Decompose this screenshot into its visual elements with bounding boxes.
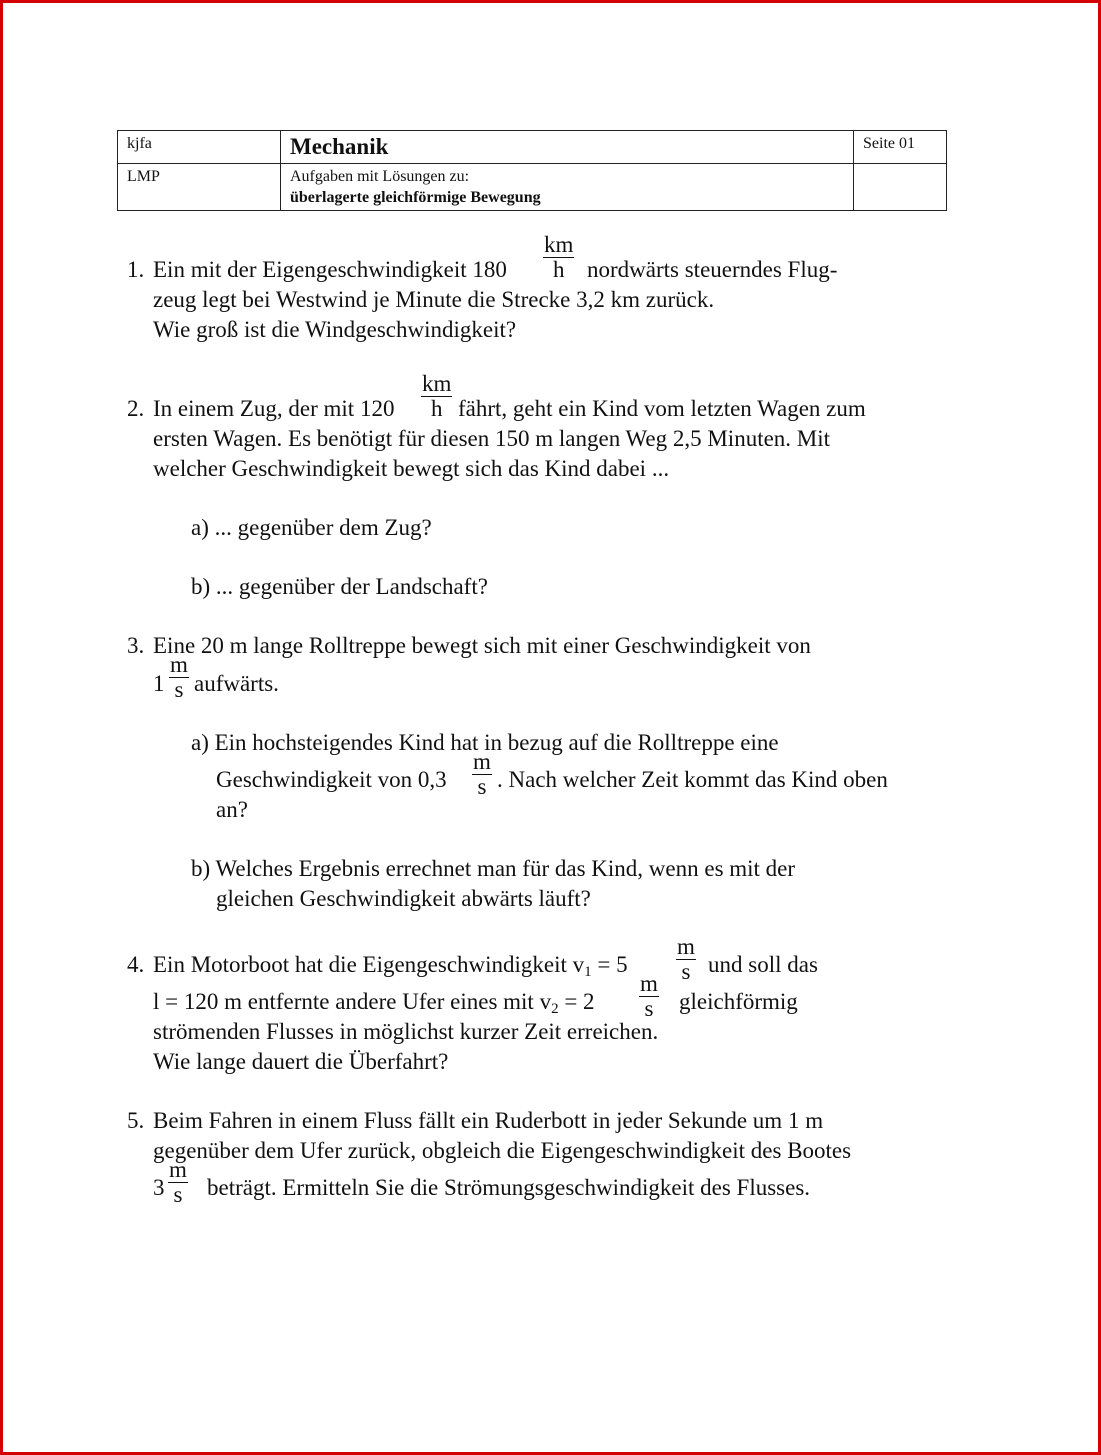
fraction-denominator: s <box>644 996 654 1021</box>
task-4-line-1 <box>153 950 628 987</box>
task-3-part-b-line-2: gleichen Geschwindigkeit abwärts läuft? <box>216 886 591 911</box>
task-1-line-1a: Ein mit der Eigengeschwindigkeit 180 <box>153 257 507 282</box>
fraction-denominator: h <box>430 396 443 421</box>
fraction-numerator: m <box>677 934 695 959</box>
task-3-part-a-line-2a: Geschwindigkeit von 0,3 <box>216 767 447 792</box>
fraction-denominator: s <box>681 959 691 984</box>
task-2-number: 2. <box>127 396 145 421</box>
fraction-numerator: m <box>473 749 491 774</box>
task-2-unit-fraction <box>421 372 452 421</box>
task-3-number: 3. <box>127 633 145 658</box>
task-2-line-3: welcher Geschwindigkeit bewegt sich das Kind dabei ... <box>153 456 670 481</box>
task-3-unit-fraction <box>169 653 189 702</box>
header-table <box>117 130 947 211</box>
task-4-line-1a: Ein Motorboot hat die Eigengeschwindigkeit v <box>153 952 585 977</box>
task-3-part-a-line-1: a) Ein hochsteigendes Kind hat in bezug auf die Rolltreppe eine <box>191 730 779 755</box>
task-1-line-3: Wie groß ist die Windgeschwindigkeit? <box>153 317 517 342</box>
fraction-numerator: m <box>170 652 188 677</box>
subscript-1: 1 <box>584 964 592 980</box>
task-3-part-b-line-1: b) Welches Ergebnis errechnet man für das Kind, wenn es mit der <box>191 856 796 881</box>
task-4-unit-fraction-2 <box>639 972 659 1021</box>
header-code: kjfa <box>118 131 281 164</box>
task-5-number: 5. <box>127 1108 145 1133</box>
header-course: LMP <box>118 164 281 211</box>
task-3-line-2a: 1 <box>153 671 165 696</box>
task-3a-unit-fraction <box>472 750 492 799</box>
task-3-part-a-line-3: an? <box>216 797 248 822</box>
task-1-line-2: zeug legt bei Westwind je Minute die Strecke 3,2 km zurück. <box>153 287 715 312</box>
task-4-unit-fraction-1 <box>676 935 696 984</box>
task-4-line-3: strömenden Flusses in möglichst kurzer Zeit erreichen. <box>153 1019 659 1044</box>
task-4-line-2b: = 2 <box>558 989 595 1014</box>
task-1-line-1b: nordwärts steuerndes Flug- <box>587 257 838 282</box>
task-5-line-3a: 3 <box>153 1175 165 1200</box>
fraction-numerator: m <box>169 1157 187 1182</box>
task-5-line-3b: beträgt. Ermitteln Sie die Strömungsgeschwindigkeit des Flusses. <box>207 1175 811 1200</box>
task-3-part-a-line-2b: . Nach welcher Zeit kommt das Kind oben <box>497 767 888 792</box>
task-1-unit-fraction <box>543 233 574 282</box>
header-subtitle <box>281 164 854 211</box>
page-title: Mechanik <box>281 131 854 164</box>
task-5-line-1: Beim Fahren in einem Fluss fällt ein Ruderbott in jeder Sekunde um 1 m <box>153 1108 824 1133</box>
task-2-part-a: a) ... gegenüber dem Zug? <box>191 515 432 540</box>
task-2-line-1a: In einem Zug, der mit 120 <box>153 396 395 421</box>
subtitle-line-1: Aufgaben mit Lösungen zu: <box>290 168 470 185</box>
fraction-numerator: km <box>422 371 452 396</box>
page-number: Seite 01 <box>854 131 947 164</box>
task-2-line-1b: fährt, geht ein Kind vom letzten Wagen zum <box>458 396 866 421</box>
fraction-denominator: h <box>552 257 565 282</box>
task-4-line-2c: gleichförmig <box>679 989 798 1014</box>
subscript-2: 2 <box>551 1001 559 1017</box>
fraction-numerator: km <box>544 232 574 257</box>
task-4-line-4: Wie lange dauert die Überfahrt? <box>153 1049 449 1074</box>
task-2-line-2: ersten Wagen. Es benötigt für diesen 150 m langen Weg 2,5 Minuten. Mit <box>153 426 831 451</box>
header-empty-cell <box>854 164 947 211</box>
task-4-line-1b: = 5 <box>591 952 628 977</box>
task-2-part-b: b) ... gegenüber der Landschaft? <box>191 574 488 599</box>
task-4-line-2a: l = 120 m entfernte andere Ufer eines mit v <box>153 989 552 1014</box>
fraction-denominator: s <box>477 774 487 799</box>
task-5-unit-fraction <box>168 1158 188 1207</box>
task-4-number: 4. <box>127 952 145 977</box>
task-3-line-2b: aufwärts. <box>194 671 279 696</box>
task-3-line-1: Eine 20 m lange Rolltreppe bewegt sich mit einer Geschwindigkeit von <box>153 633 811 658</box>
fraction-numerator: m <box>640 971 658 996</box>
fraction-denominator: s <box>174 677 184 702</box>
task-1-number: 1. <box>127 257 145 282</box>
subtitle-line-2: überlagerte gleichförmige Bewegung <box>290 189 541 206</box>
task-4-line-1c: und soll das <box>708 952 818 977</box>
fraction-denominator: s <box>173 1182 183 1207</box>
task-5-line-2: gegenüber dem Ufer zurück, obgleich die Eigengeschwindigkeit des Bootes <box>153 1138 852 1163</box>
